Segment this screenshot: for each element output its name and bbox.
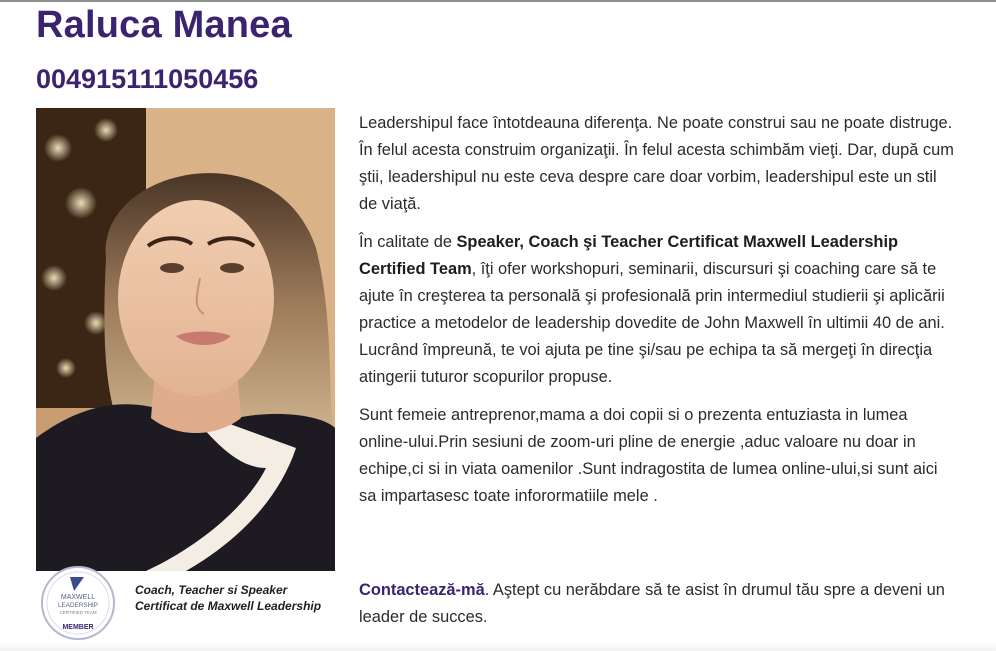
- caption-line1: Coach, Teacher si Speaker: [135, 583, 288, 597]
- intro-text: [359, 110, 959, 521]
- badge-member: MEMBER: [62, 624, 94, 631]
- intro-paragraph-3: Sunt femeie antreprenor,mama a doi copii si o prezenta entuziasta in lumea online-ului.Prin sesiuni de zoom-uri pline de energie ,aduc valoare nu doar in echipe,ci si in viata oamenilor .Sunt indragostita de lumea online-ului,si sunt aici sa impartasesc toate inforormatiile mele .: [359, 406, 938, 505]
- intro-p2-bold: Speaker, Coach şi Teacher Certificat Maxwell Leadership Certified Team: [359, 233, 899, 278]
- profile-name: Raluca Manea: [36, 4, 292, 46]
- badge-line2: LEADERSHIP: [58, 602, 98, 609]
- badge-line3: CERTIFIED TEAM: [59, 610, 97, 615]
- contact-line: [359, 577, 959, 631]
- top-divider: [0, 0, 996, 2]
- intro-p2-suffix: , îţi ofer workshopuri, seminarii, discursuri şi coaching care să te ajute în creşterea ta personală şi profesională prin intermediul studierii şi aplicării practice a metodelor de leadership dovedite de John Maxwell în ultimii 40 de ani. Lucrând împreună, te voi ajuta pe tine şi/sau pe echipa ta să mergeţi în direcţia atingerii tuturor scopurilor propuse.: [359, 260, 945, 386]
- intro-p2-prefix: În calitate de: [359, 233, 457, 251]
- badge-caption: [135, 582, 345, 614]
- badge-line1: MAXWELL: [60, 594, 96, 601]
- maxwell-member-badge: [40, 565, 116, 641]
- intro-paragraph-2: [359, 229, 959, 391]
- profile-phone[interactable]: 004915111050456: [36, 64, 259, 94]
- bottom-fade: [0, 641, 996, 651]
- profile-photo: [36, 108, 335, 571]
- intro-paragraph-1: Leadershipul face întotdeauna diferenţa. Ne poate construi sau ne poate distruge. În felul acesta construim organizaţii. În felul acesta schimbăm vieţi. Dar, după cum ştii, leadershipul nu este ceva despre care doar vorbim, leadershipul este un stil de viaţă.: [359, 114, 954, 213]
- contact-link[interactable]: Contactează-mă: [359, 581, 485, 599]
- contact-text: . Aştept cu nerăbdare să te asist în drumul tău spre a deveni un leader de succes.: [359, 581, 945, 626]
- caption-line2: Certificat de Maxwell Leadership: [135, 599, 322, 613]
